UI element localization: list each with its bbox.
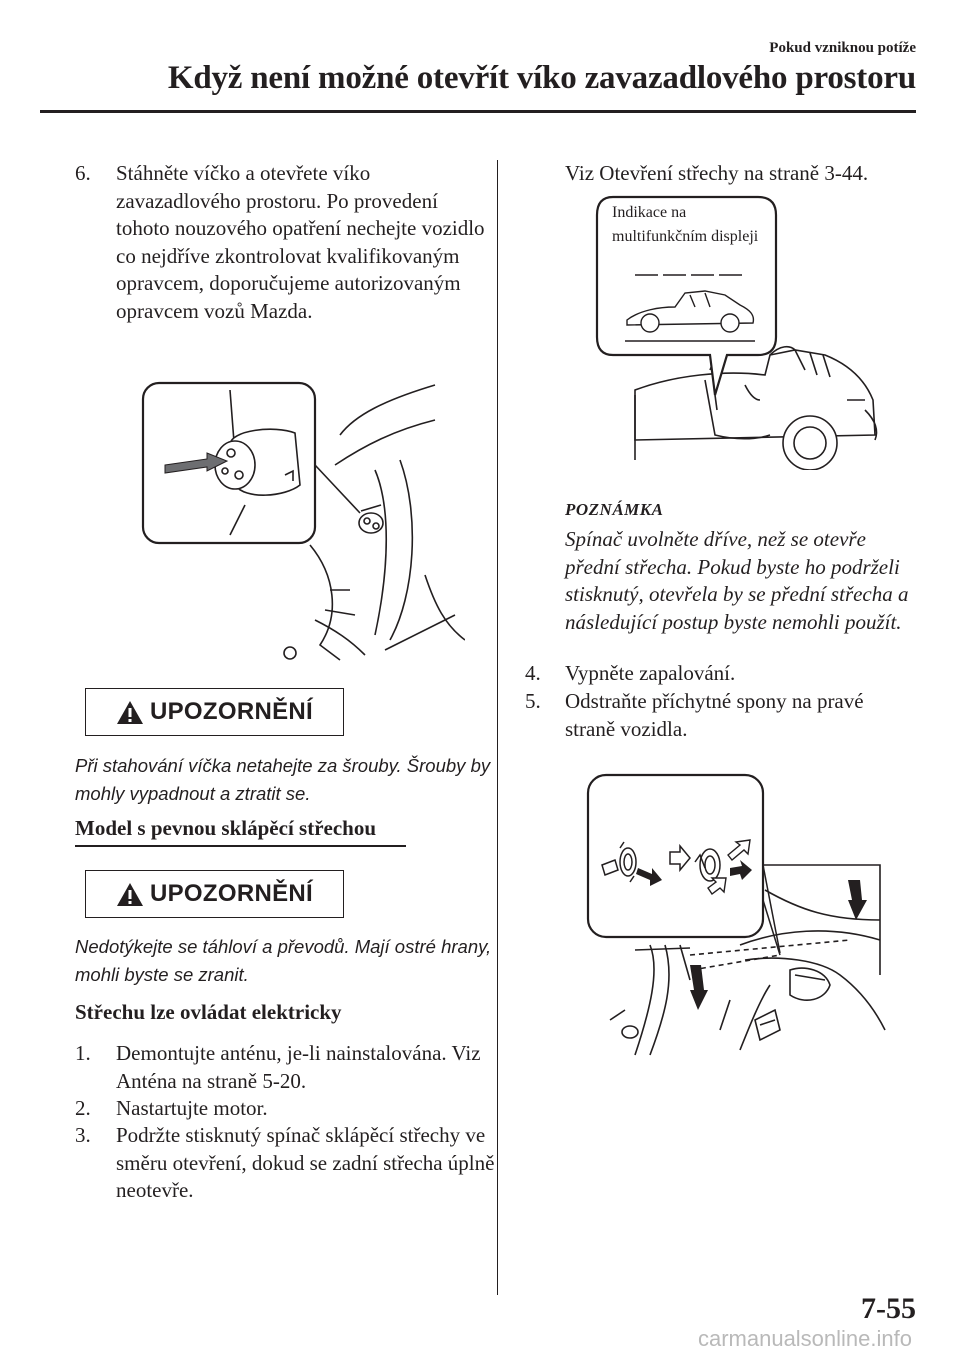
roof-reference: Viz Otevření střechy na straně 3-44. bbox=[565, 161, 869, 185]
step-number: 1. bbox=[75, 1041, 91, 1065]
step-number: 2. bbox=[75, 1096, 91, 1120]
step-2 bbox=[75, 1095, 495, 1123]
step-text: Podržte stisknutý spínač sklápěcí střechy ve směru otevření, dokud se zadní střecha úplně neotevře. bbox=[116, 1123, 495, 1202]
step-6 bbox=[75, 160, 495, 325]
step-number: 6. bbox=[75, 161, 91, 185]
caution-text: Nedotýkejte se táhloví a převodů. Mají ostré hrany, mohli byste se zranit. bbox=[75, 936, 492, 985]
step-3 bbox=[75, 1122, 495, 1205]
step-text: Vypněte zapalování. bbox=[565, 661, 736, 685]
step-number: 5. bbox=[525, 689, 541, 713]
page-title: Když není možné otevřít víko zavazadlového prostoru bbox=[167, 60, 916, 96]
watermark: carmanualsonline.info bbox=[697, 1326, 912, 1351]
caution-label: UPOZORNĚNÍ bbox=[149, 880, 313, 907]
step-number: 4. bbox=[525, 661, 541, 685]
caution-text: Při stahování víčka netahejte za šrouby. Šrouby by mohly vypadnout a ztratit se. bbox=[75, 755, 491, 804]
display-callout-label: Indikace na multifunkčním displeji bbox=[612, 204, 759, 245]
warning-icon bbox=[116, 882, 144, 907]
step-4 bbox=[525, 660, 925, 688]
step-1 bbox=[75, 1040, 495, 1095]
column-divider bbox=[497, 160, 498, 1295]
caution-box bbox=[85, 870, 344, 918]
section-label: Pokud vzniknou potíže bbox=[769, 40, 916, 56]
clip-removal-illustration bbox=[580, 770, 890, 1060]
step-number: 3. bbox=[75, 1123, 91, 1147]
step-text: Stáhněte víčko a otevřete víko zavazadlového prostoru. Po provedení tohoto nouzového opatření nechejte vozidlo co nejdříve zkontrolovat kvalifikovaným opravcem, doporučujeme autorizovaným opravcem vozů Mazda. bbox=[116, 161, 485, 323]
roof-electric-heading: Střechu lze ovládat elektricky bbox=[75, 1000, 342, 1024]
note-heading: POZNÁMKA bbox=[565, 500, 664, 519]
header-rule bbox=[40, 110, 916, 113]
caution-box bbox=[85, 688, 344, 736]
subheading-underline bbox=[75, 845, 406, 847]
note-text: Spínač uvolněte dříve, než se otevře přední střecha. Pokud byste ho podrželi stisknutý, otevřela by se přední střecha a následující postup byste nemohli použít. bbox=[565, 527, 909, 634]
step-5 bbox=[525, 688, 905, 743]
caution-label: UPOZORNĚNÍ bbox=[149, 698, 313, 725]
subheading: Model s pevnou sklápěcí střechou bbox=[75, 816, 377, 840]
step-text: Odstraňte příchytné spony na pravé straně vozidla. bbox=[565, 689, 864, 741]
trunk-cap-illustration bbox=[135, 375, 465, 670]
step-text: Nastartujte motor. bbox=[116, 1096, 268, 1120]
step-text: Demontujte anténu, je-li nainstalována. Viz Anténa na straně 5-20. bbox=[116, 1041, 481, 1093]
warning-icon bbox=[116, 700, 144, 725]
page-number: 7-55 bbox=[861, 1292, 916, 1325]
